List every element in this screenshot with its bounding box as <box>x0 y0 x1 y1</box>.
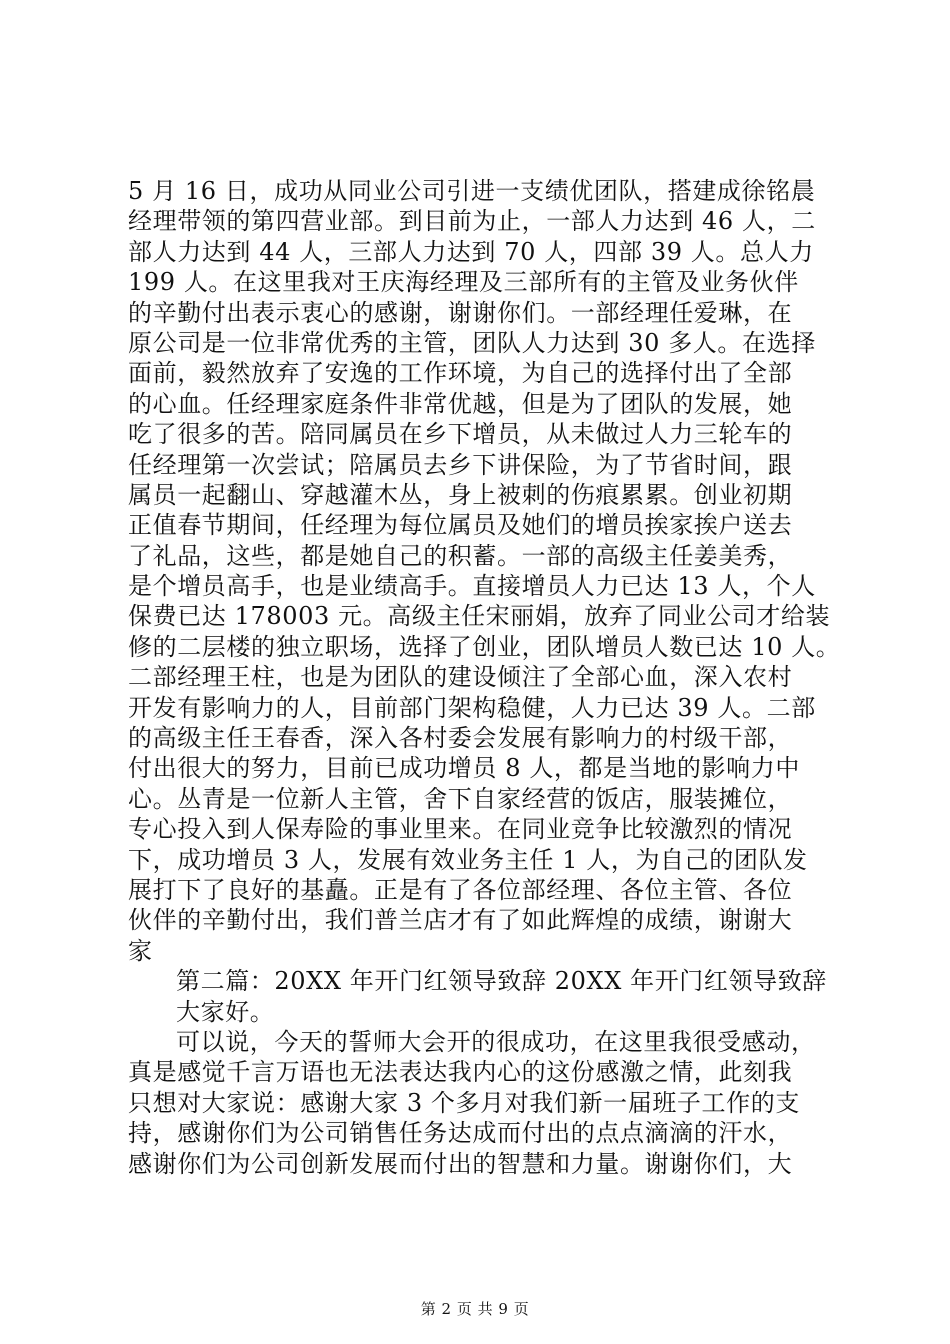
text-line: 面前，毅然放弃了安逸的工作环境，为自己的选择付出了全部 <box>128 359 793 388</box>
text-line: 任经理第一次尝试；陪属员去乡下讲保险，为了节省时间，跟 <box>128 450 793 479</box>
text-line: 了礼品，这些，都是她自己的积蓄。一部的高级主任姜美秀， <box>128 541 793 570</box>
text-line: 专心投入到人保寿险的事业里来。在同业竞争比较激烈的情况 <box>128 815 793 844</box>
text-line: 原公司是一位非常优秀的主管，团队人力达到 30 多人。在选择 <box>128 328 816 357</box>
text-line: 正值春节期间，任经理为每位属员及她们的增员挨家挨户送去 <box>128 511 793 540</box>
text-line: 的高级主任王春香，深入各村委会发展有影响力的村级干部， <box>128 724 793 753</box>
text-line: 持，感谢你们为公司销售任务达成而付出的点点滴滴的汗水， <box>128 1119 793 1148</box>
text-line: 经理带领的第四营业部。到目前为止，一部人力达到 46 人，二 <box>128 207 816 236</box>
section-title: 第二篇：20XX 年开门红领导致辞 20XX 年开门红领导致辞 <box>176 967 827 996</box>
text-line: 展打下了良好的基矗。正是有了各位部经理、各位主管、各位 <box>128 875 793 904</box>
text-line: 真是感觉千言万语也无法表达我内心的这份感激之情，此刻我 <box>128 1058 793 1087</box>
greeting: 大家好。 <box>176 997 275 1026</box>
text-line: 保费已达 178003 元。高级主任宋丽娟，放弃了同业公司才给装 <box>128 602 831 631</box>
text-line: 199 人。在这里我对王庆海经理及三部所有的主管及业务伙伴 <box>128 268 799 297</box>
text-line: 修的二层楼的独立职场，选择了创业，团队增员人数已达 10 人。 <box>128 632 841 661</box>
document-body <box>128 176 841 1179</box>
text-line: 心。丛青是一位新人主管，舍下自家经营的饭店，服装摊位， <box>128 784 793 813</box>
text-line: 部人力达到 44 人，三部人力达到 70 人，四部 39 人。总人力 <box>128 237 814 266</box>
text-line: 只想对大家说：感谢大家 3 个多月对我们新一届班子工作的支 <box>128 1088 800 1117</box>
text-line: 吃了很多的苦。陪同属员在乡下增员，从未做过人力三轮车的 <box>128 420 793 449</box>
text-line: 下，成功增员 3 人，发展有效业务主任 1 人，为自己的团队发 <box>128 845 808 874</box>
text-line: 属员一起翻山、穿越灌木丛，身上被刺的伤痕累累。创业初期 <box>128 480 793 509</box>
text-line: 家 <box>128 936 153 965</box>
text-line: 感谢你们为公司创新发展而付出的智慧和力量。谢谢你们，大 <box>128 1149 793 1178</box>
text-line: 付出很大的努力，目前已成功增员 8 人，都是当地的影响力中 <box>128 754 800 783</box>
text-line: 是个增员高手，也是业绩高手。直接增员人力已达 13 人，个人 <box>128 572 816 601</box>
page-number-footer: 第 2 页 共 9 页 <box>420 1300 530 1318</box>
text-line: 5 月 16 日，成功从同业公司引进一支绩优团队，搭建成徐铭晨 <box>128 177 816 205</box>
text-line: 伙伴的辛勤付出，我们普兰店才有了如此辉煌的成绩，谢谢大 <box>128 906 793 935</box>
text-line: 可以说，今天的誓师大会开的很成功，在这里我很受感动， <box>176 1027 816 1056</box>
text-line: 的心血。任经理家庭条件非常优越，但是为了团队的发展，她 <box>128 389 793 418</box>
text-line: 二部经理王柱，也是为团队的建设倾注了全部心血，深入农村 <box>128 663 793 692</box>
text-line: 的辛勤付出表示衷心的感谢，谢谢你们。一部经理任爱琳，在 <box>128 298 793 327</box>
text-line: 开发有影响力的人，目前部门架构稳健，人力已达 39 人。二部 <box>128 693 816 722</box>
